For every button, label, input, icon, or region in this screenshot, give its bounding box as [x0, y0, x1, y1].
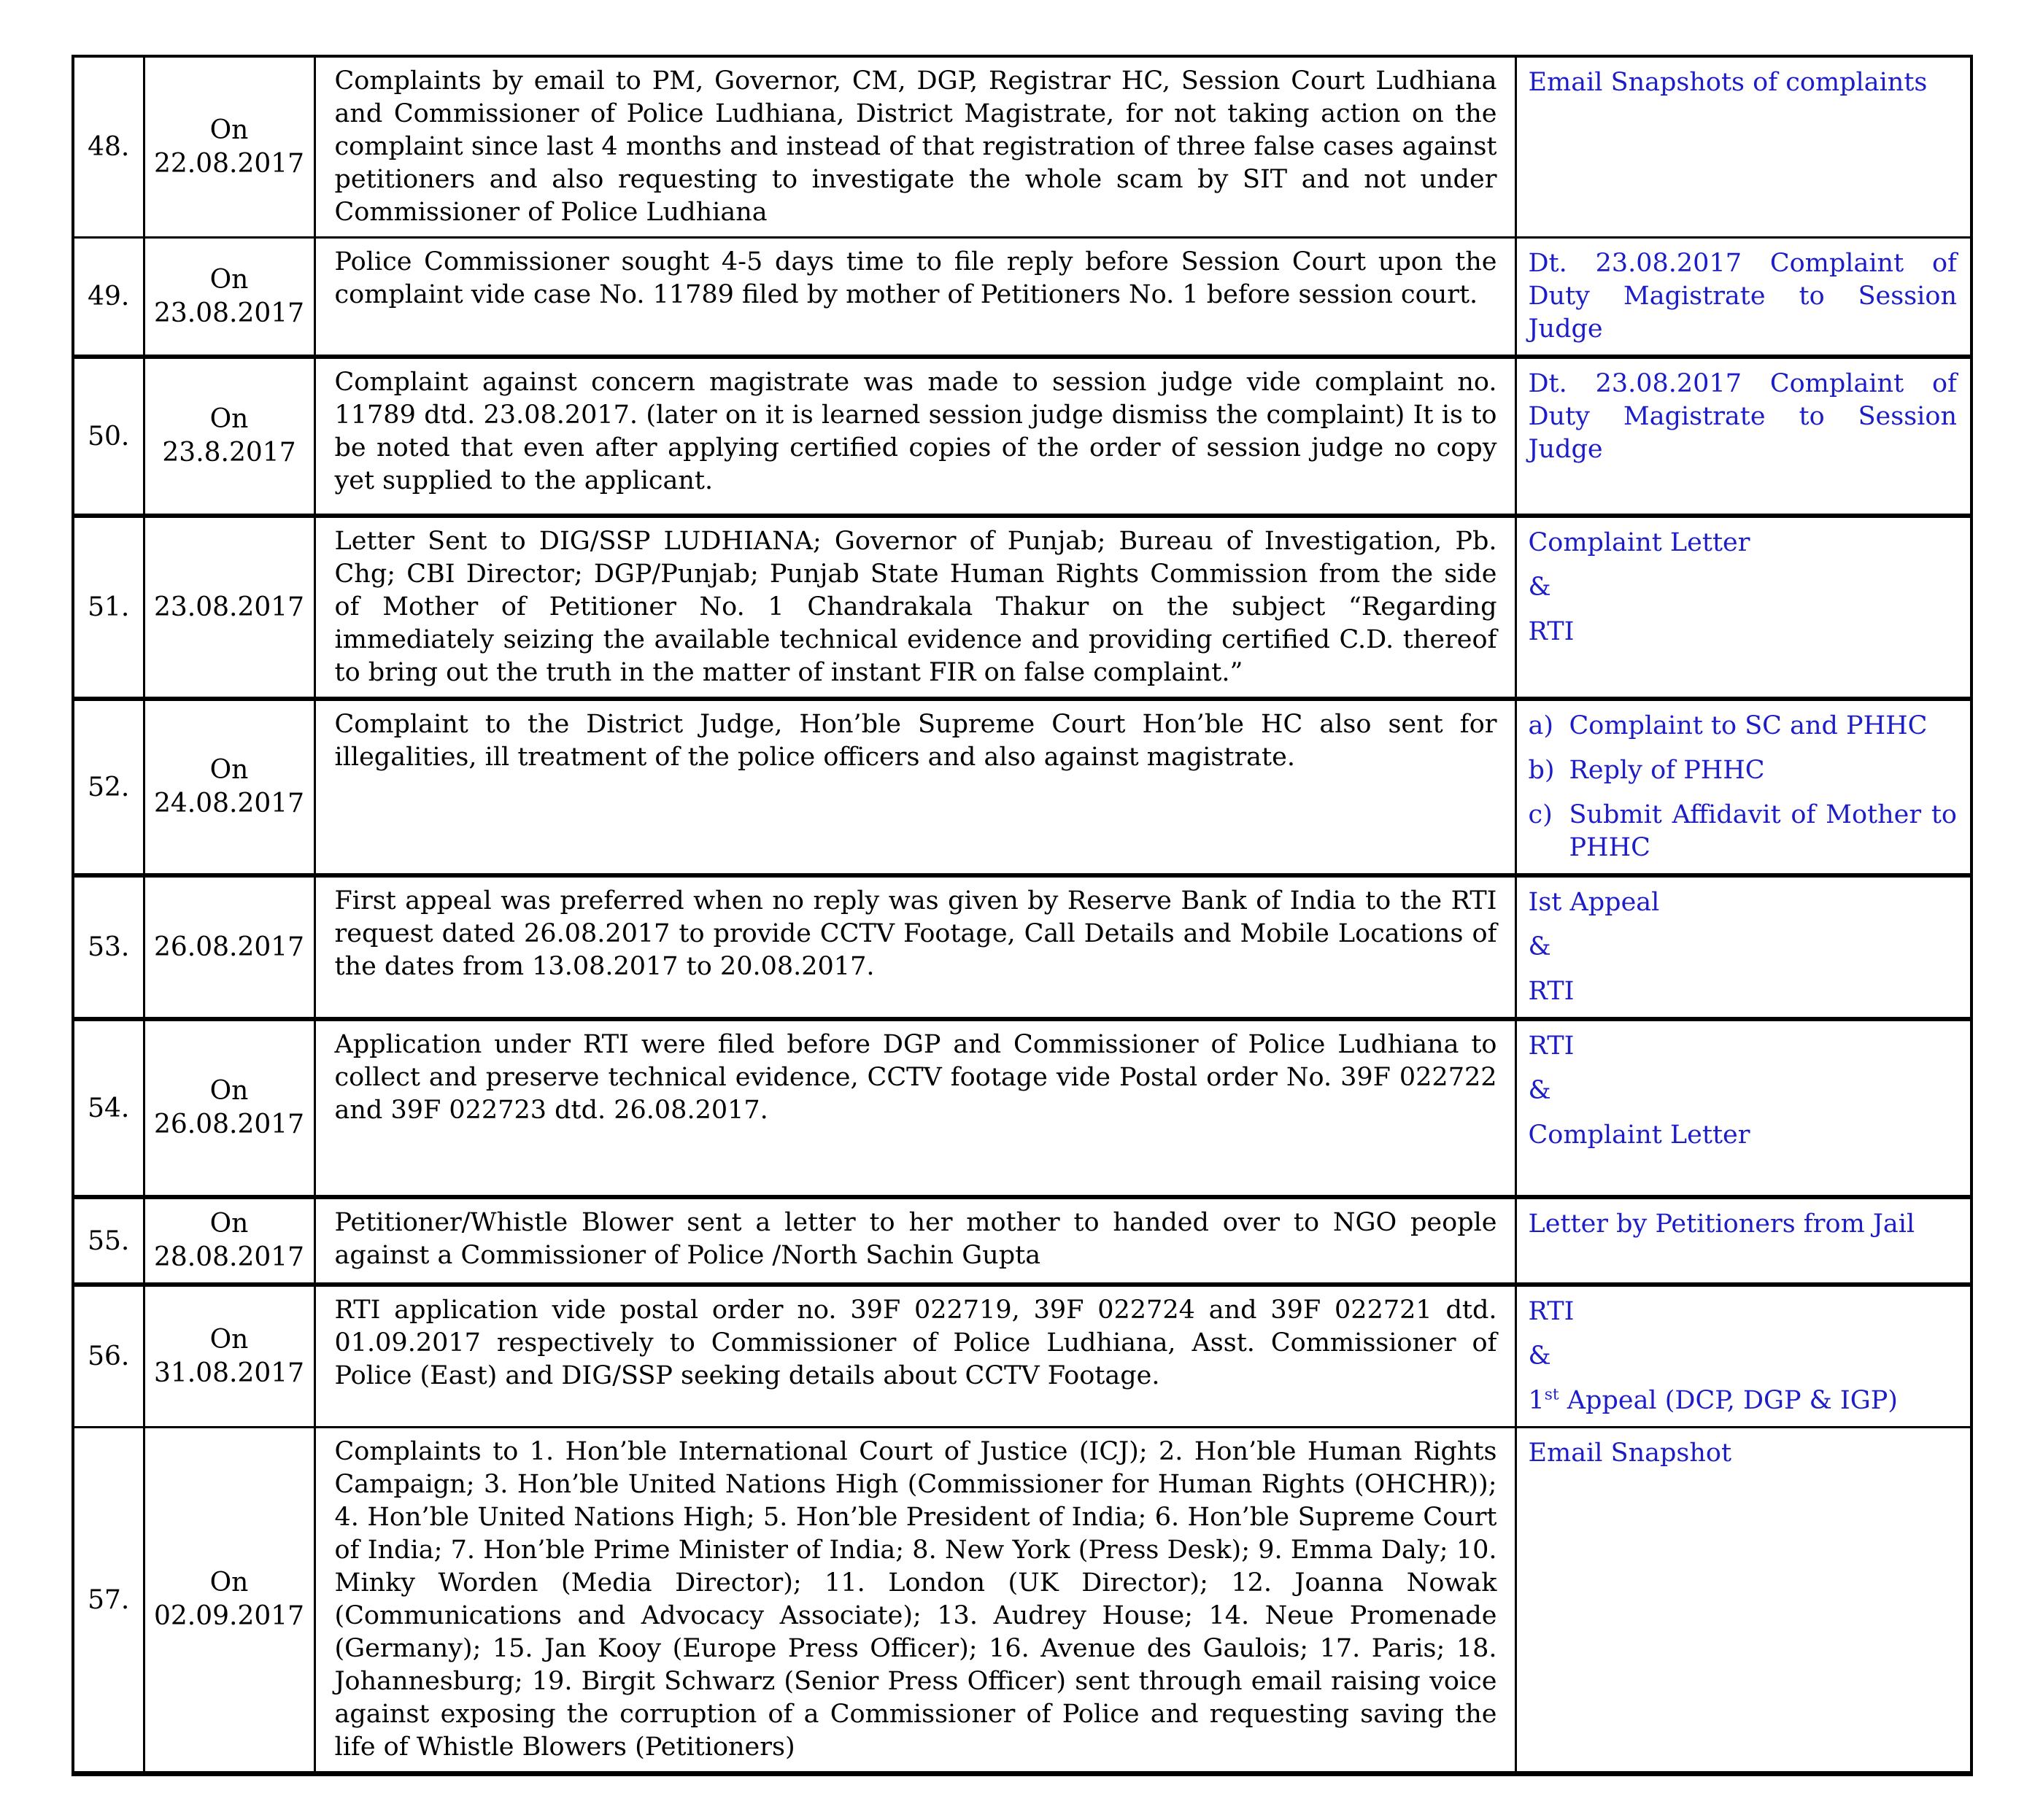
annexure-note: [1529, 1385, 1958, 1417]
date-cell: [144, 238, 314, 357]
annexure-cell: [1515, 238, 1971, 357]
description-cell: Complaint to the District Judge, Hon’ble Supreme Court Hon’ble HC also sent for illegalities, ill treatment of the police officers and also against magistrate.: [314, 699, 1515, 875]
annexure-cell: [1515, 1285, 1971, 1428]
table-row-56: [73, 1285, 1971, 1428]
ordinal-number: 1: [1528, 1386, 1545, 1415]
annexure-ampersand: &: [1528, 932, 1551, 961]
date-cell: [144, 875, 314, 1019]
date-value: 02.09.2017: [153, 1601, 305, 1631]
annexure-cell: [1515, 1197, 1971, 1285]
annexure-note: Ist Appeal: [1528, 888, 1660, 917]
table-row-54: [73, 1019, 1971, 1197]
annexure-list-item: [1529, 710, 1958, 743]
serial-number: 50.: [73, 357, 144, 516]
date-cell: [144, 1428, 314, 1774]
table-row-55: [73, 1197, 1971, 1285]
annexure-note: Dt. 23.08.2017 Complaint of Duty Magistrate to Session Judge: [1528, 249, 1957, 344]
date-value: 23.08.2017: [153, 298, 305, 328]
date-value: 31.08.2017: [153, 1358, 305, 1388]
annexure-ampersand: &: [1528, 573, 1551, 602]
annexure-cell: [1515, 357, 1971, 516]
description-cell: Complaints to 1. Hon’ble International Court of Justice (ICJ); 2. Hon’ble Human Rights Campaign; 3. Hon’ble United Nations High (Commissioner for Human Rights (OHCHR)); 4. Hon’ble United Nations High; 5. Hon’ble President of India; 6. Hon’ble Supreme Court of India; 7. Hon’ble Prime Minister of India; 8. New York (Press Desk); 9. Emma Daly; 10. Minky Worden (Media Director); 11. London (UK Director); 12. Joanna Nowak (Communications and Advocacy Associate); 13. Audrey House; 14. Neue Promenade (Germany); 15. Jan Kooy (Europe Press Officer); 16. Avenue des Gaulois; 17. Paris; 18. Johannesburg; 19. Birgit Schwarz (Senior Press Officer) sent through email raising voice against exposing the corruption of a Commissioner of Police and requesting saving the life of Whistle Blowers (Petitioners): [314, 1428, 1515, 1774]
date-cell: [144, 1285, 314, 1428]
list-marker: b): [1528, 756, 1555, 785]
case-chronology-table-wrap: [72, 55, 1970, 1776]
annexure-cell: [1515, 516, 1971, 699]
annexure-note: Complaint Letter: [1528, 528, 1750, 557]
annexure-note: Email Snapshots of complaints: [1528, 68, 1928, 97]
description-cell: Petitioner/Whistle Blower sent a letter to her mother to handed over to NGO people against a Commissioner of Police /North Sachin Gupta: [314, 1197, 1515, 1285]
date-value: 22.08.2017: [153, 148, 305, 179]
serial-number: 49.: [73, 238, 144, 357]
annexure-note: Letter by Petitioners from Jail: [1528, 1209, 1915, 1239]
table-row-50: [73, 357, 1971, 516]
date-value: 23.8.2017: [162, 438, 296, 468]
date-prefix: On: [209, 404, 249, 434]
date-cell: [144, 1197, 314, 1285]
annexure-note: Complaint Letter: [1528, 1120, 1750, 1150]
date-prefix: On: [209, 1324, 249, 1355]
date-value: 23.08.2017: [153, 592, 305, 622]
date-cell: [144, 516, 314, 699]
annexure-note: Reply of PHHC: [1569, 756, 1765, 785]
table-row-52: [73, 699, 1971, 875]
serial-number: 51.: [73, 516, 144, 699]
annexure-note: RTI: [1528, 977, 1575, 1006]
date-cell: [144, 699, 314, 875]
case-chronology-table: [72, 55, 1973, 1776]
annexure-ampersand: &: [1528, 1341, 1551, 1371]
serial-number: 53.: [73, 875, 144, 1019]
date-prefix: On: [209, 264, 249, 295]
annexure-cell: [1515, 1019, 1971, 1197]
date-prefix: On: [209, 1076, 249, 1106]
annexure-cell: [1515, 699, 1971, 875]
description-cell: Complaint against concern magistrate was made to session judge vide complaint no. 11789 dtd. 23.08.2017. (later on it is learned session judge dismiss the complaint) It is to be noted that even after applying certified copies of the order of session judge no copy yet supplied to the applicant.: [314, 357, 1515, 516]
annexure-note-text: Appeal (DCP, DGP & IGP): [1559, 1386, 1898, 1415]
description-cell: Application under RTI were filed before DGP and Commissioner of Police Ludhiana to collect and preserve technical evidence, CCTV footage vide Postal order No. 39F 022722 and 39F 022723 dtd. 26.08.2017.: [314, 1019, 1515, 1197]
list-marker: c): [1528, 800, 1553, 829]
date-value: 26.08.2017: [153, 932, 305, 962]
date-prefix: On: [209, 1568, 249, 1598]
annexure-ampersand: &: [1528, 1076, 1551, 1105]
date-prefix: On: [209, 115, 249, 145]
date-cell: [144, 357, 314, 516]
table-row-53: [73, 875, 1971, 1019]
annexure-note: RTI: [1528, 617, 1575, 646]
date-cell: [144, 56, 314, 238]
date-value: 24.08.2017: [153, 789, 305, 818]
serial-number: 52.: [73, 699, 144, 875]
date-prefix: On: [209, 755, 249, 785]
table-row-49: [73, 238, 1971, 357]
date-cell: [144, 1019, 314, 1197]
annexure-note: Complaint to SC and PHHC: [1569, 711, 1928, 740]
annexure-note: RTI: [1528, 1031, 1575, 1061]
serial-number: 57.: [73, 1428, 144, 1774]
description-cell: Complaints by email to PM, Governor, CM, DGP, Registrar HC, Session Court Ludhiana and Commissioner of Police Ludhiana, District Magistrate, for not taking action on the complaint since last 4 months and instead of that registration of three false cases against petitioners and also requesting to investigate the whole scam by SIT and not under Commissioner of Police Ludhiana: [314, 56, 1515, 238]
description-cell: Police Commissioner sought 4-5 days time to file reply before Session Court upon the complaint vide case No. 11789 filed by mother of Petitioners No. 1 before session court.: [314, 238, 1515, 357]
description-cell: Letter Sent to DIG/SSP LUDHIANA; Governor of Punjab; Bureau of Investigation, Pb. Chg; CBI Director; DGP/Punjab; Punjab State Human Rights Commission from the side of Mother of Petitioner No. 1 Chandrakala Thakur on the subject “Regarding immediately seizing the available technical evidence and providing certified C.D. thereof to bring out the truth in the matter of instant FIR on false complaint.”: [314, 516, 1515, 699]
description-cell: First appeal was preferred when no reply was given by Reserve Bank of India to the RTI request dated 26.08.2017 to provide CCTV Footage, Call Details and Mobile Locations of the dates from 13.08.2017 to 20.08.2017.: [314, 875, 1515, 1019]
annexure-note: Submit Affidavit of Mother to PHHC: [1569, 800, 1957, 862]
annexure-cell: [1515, 56, 1971, 238]
table-row-57: [73, 1428, 1971, 1774]
annexure-list-item: [1529, 754, 1958, 787]
list-marker: a): [1528, 711, 1554, 740]
table-row-51: [73, 516, 1971, 699]
annexure-note: Dt. 23.08.2017 Complaint of Duty Magistrate to Session Judge: [1528, 369, 1957, 464]
date-value: 28.08.2017: [153, 1242, 305, 1272]
serial-number: 55.: [73, 1197, 144, 1285]
annexure-cell: [1515, 875, 1971, 1019]
date-prefix: On: [209, 1209, 249, 1239]
serial-number: 48.: [73, 56, 144, 238]
annexure-note: RTI: [1528, 1297, 1575, 1326]
ordinal-suffix: st: [1544, 1385, 1559, 1404]
annexure-cell: [1515, 1428, 1971, 1774]
annexure-list-item: [1529, 799, 1958, 864]
table-row-48: [73, 56, 1971, 238]
description-cell: RTI application vide postal order no. 39F 022719, 39F 022724 and 39F 022721 dtd. 01.09.2017 respectively to Commissioner of Police Ludhiana, Asst. Commissioner of Police (East) and DIG/SSP seeking details about CCTV Footage.: [314, 1285, 1515, 1428]
date-value: 26.08.2017: [153, 1110, 305, 1139]
annexure-note: Email Snapshot: [1528, 1438, 1732, 1468]
serial-number: 54.: [73, 1019, 144, 1197]
serial-number: 56.: [73, 1285, 144, 1428]
